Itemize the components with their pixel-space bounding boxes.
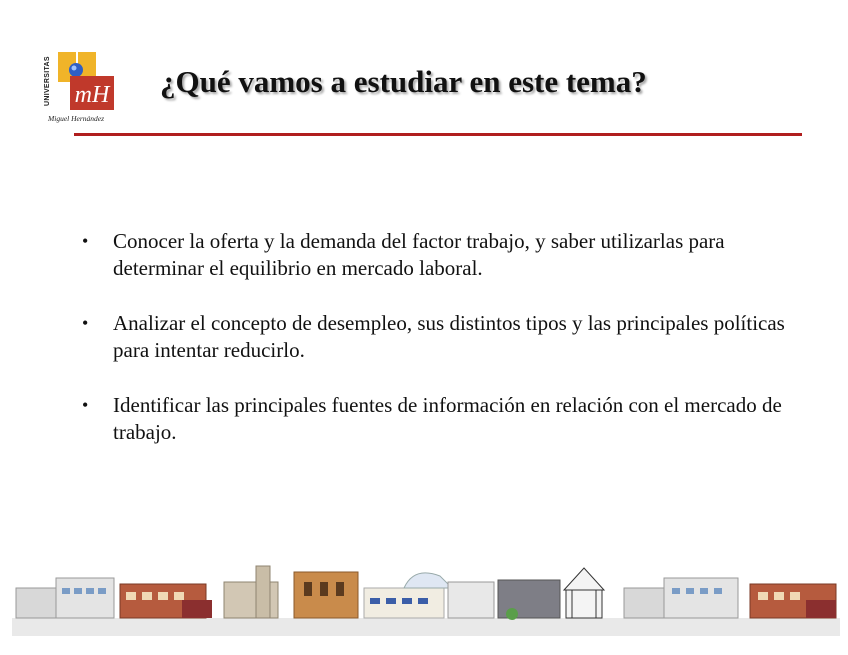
slide-title: ¿Qué vamos a estudiar en este tema? [160, 64, 647, 99]
bullet-icon: • [82, 231, 89, 251]
logo-emblem [56, 50, 128, 114]
bullet-list [82, 228, 812, 474]
campus-buildings-illustration [12, 558, 840, 636]
university-logo [44, 50, 116, 126]
bullet-text: Conocer la oferta y la demanda del factor trabajo, y saber utilizarlas para determinar el equilibrio en mercado laboral. [113, 229, 725, 280]
bullet-icon: • [82, 395, 89, 415]
bullet-item [82, 228, 812, 282]
bullet-text: Identificar las principales fuentes de información en relación con el mercado de trabajo. [113, 393, 782, 444]
logo-vertical-text: UNIVERSITAS [44, 56, 51, 106]
title-underline [74, 133, 802, 136]
bullet-item [82, 392, 812, 446]
bullet-text: Analizar el concepto de desempleo, sus distintos tipos y las principales políticas para intentar reducirlo. [113, 311, 785, 362]
logo-subtitle: Miguel Hernández [48, 114, 105, 123]
bullet-icon: • [82, 313, 89, 333]
bullet-item [82, 310, 812, 364]
logo-monogram: mH [74, 82, 110, 108]
